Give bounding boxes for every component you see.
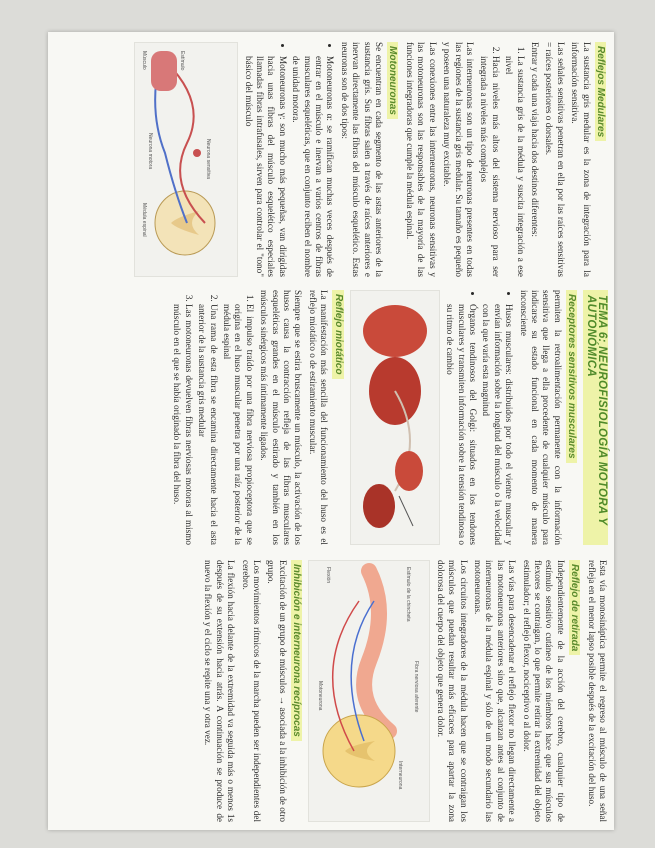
caption: Neurona motora [147,133,154,170]
paragraph: Entrar y cada una viaja hacia dos destinos diferentes: [529,42,540,237]
caption: Fibra nerviosa aferente [413,661,420,713]
list-item: 3. Las motoneuronas devuelven fibras nerviosas motoras al mismo músculo en el que se había originado la fibra del huso. [171,304,194,545]
rotated-note [48,32,614,830]
heading-miotatico: Reflejo miotático [332,290,343,379]
list-item: • Husos musculares: distribuidos por todo el vientre muscular y envían información sobre la longitud del músculo o la velocidad con la que varía esta magnitud [480,304,514,545]
muscle-spindle-figure [350,290,440,545]
caption: Interneurona [397,761,404,790]
heading-receptores: Receptores sensitivos musculares [566,290,577,463]
paragraph: permiten la retroalimentación permanente con la información sensitiva que llega a ella procedente de cualquier músculo para indicarse su estado funcional en cada momento de manera inconsciente [518,290,563,545]
paragraph: Las señales sensitivas penetran en ella por las raíces sensitivas = raíces posteriores o dorsales. [544,42,566,277]
list-item: 2. Hacia niveles más altos del sistema nervioso para ser integrada a niveles más complejos [478,56,501,277]
reflex-arc-figure [134,42,238,277]
caption: Motoneurona [317,681,324,711]
list-item: 1. El impulso traído por una fibra nerviosa propioceptora que se origina en el huso muscular penetra por una raíz posterior de la médula espinal [221,304,255,545]
paragraph: Los circuitos integradores de la médula hacen que se contraigan los músculos que puedan resultar más eficaces para apartar la zona dolorosa del cuerpo del objeto que genera dolor. [435,560,469,822]
list-item: • Órganos tendinosos del Golgi: situados en los tendones musculares y transmiten información sobre la tensión tendinosa o su ritmo de cambio [444,304,478,545]
column-2 [168,290,608,545]
paragraph: Se encuentran en cada segmento de las astas anteriores de la sustancia gris. Sus fibras salen a través de raíces anteriores e inervan directamente las fibras del músculo esquelético. Estas neuronas son de dos tipos: [339,42,385,277]
paragraph: Excitación de un grupo de músculos → asociada a la inhibición de otro grupo. [266,560,288,822]
paragraph: La sustancia gris medular es la zona de integración para la información sensitiva. [570,42,592,277]
muscle-illustration [351,291,439,544]
destinations-list [478,42,526,277]
list-item: • Motoneuronas α: se ramifican muchas veces después de entrar en el músculo e inervan a varios centros de fibras musculares esqueléticas, que en conjunto reciben el nombre de unidad motora. [290,56,336,277]
paragraph: Esta vía monosináptica permite el regreso al músculo de una señal refleja en el menor lapso posible después de la excitación del huso. [586,560,608,822]
motoneuron-list [242,42,335,277]
paragraph: La manifestación más sencilla del funcionamiento del huso es el reflejo miotático o de estiramiento muscular. [307,290,330,545]
receptor-list [444,290,514,545]
list-item: • Motoneuronas γ: son mucho más pequeñas, van dirigidas hacia unas fibras del músculo esquelético especiales llamadas fibras intrafusales, sirven para controlar el "tono" básico del músculo [242,56,288,277]
page-title: TEMA 6: NEUROFISIOLOGÍA MOTORA Y AUTONÓMICA [583,290,608,545]
paragraph: Las conexiones entre las interneuronas, neuronas sensitivas y las motoneuronas son las responsables de la mayoría de las funciones integradoras que cumple la médula espinal. [404,42,438,277]
paragraph: Las vías para desencadenar el reflejo flexor no llegan directamente a las motoneuronas anteriores sino que, alcanzan antes al conjunto de interneuronas de la médula espinal y sólo de un modo secundario las motoneuronas. [472,560,518,822]
heading-inhibicion: Inhibición e interneurona recíprocas [291,560,302,741]
heading-motoneuronas: Motoneuronas [387,42,398,119]
caption: Neurona sensitiva [205,139,212,180]
list-item: 2. Una rama de esta fibra se encamina directamente hacia el asta anterior de la sustancia gris medular [196,304,219,545]
caption: Estímulo de la chincheta [405,567,412,622]
heading-retirada: Reflejo de retirada [569,560,580,655]
paragraph: Independientemente de la acción del cerebro, cualquier tipo de estímulo sensitivo cutáneo de los miembros hace que sus músculos flexores se contraigan, lo que permite retirar la extremidad del objeto estimulador; el reflejo flexor, nociceptivo o al dolor. [521,560,566,822]
paragraph: Las interneuronas son un tipo de neuronas presentes en todas las regiones de la sustancia gris medular. Su tamaño es pequeño y poseen una naturaleza muy excitable. [442,42,475,277]
column-3 [199,560,608,822]
note-sheet [48,32,614,830]
withdrawal-reflex-figure [308,560,430,822]
stretch-reflex-steps [171,290,255,545]
paragraph: Los movimientos rítmicos de la marcha pueden ser independientes del cerebro. [240,560,263,822]
heading-reflejos-medulares: Reflejos Medulares [595,42,606,141]
caption: Músculo [141,51,148,70]
paragraph: La flexión hacia delante de la extremidad va seguida más o menos 1s después de su extensión hacia atrás. A continuación se produce de nuevo la flexión y el ciclo se repite una y otra vez. [203,560,237,822]
column-1 [130,42,608,277]
caption: Estímulo [179,51,186,71]
list-item: 1. La sustancia gris de la médula y suscita integración a ese nivel [503,56,526,277]
caption: Flexión [325,567,332,584]
caption: Médula espinal [141,203,148,237]
paragraph: Siempre que se estira bruscamente un músculo, la activación de los husos causa la contracción refleja de las fibras musculares esqueléticas grandes en el músculo estirado y también en los músculos sinérgicos más íntimamente ligados. [259,290,304,545]
